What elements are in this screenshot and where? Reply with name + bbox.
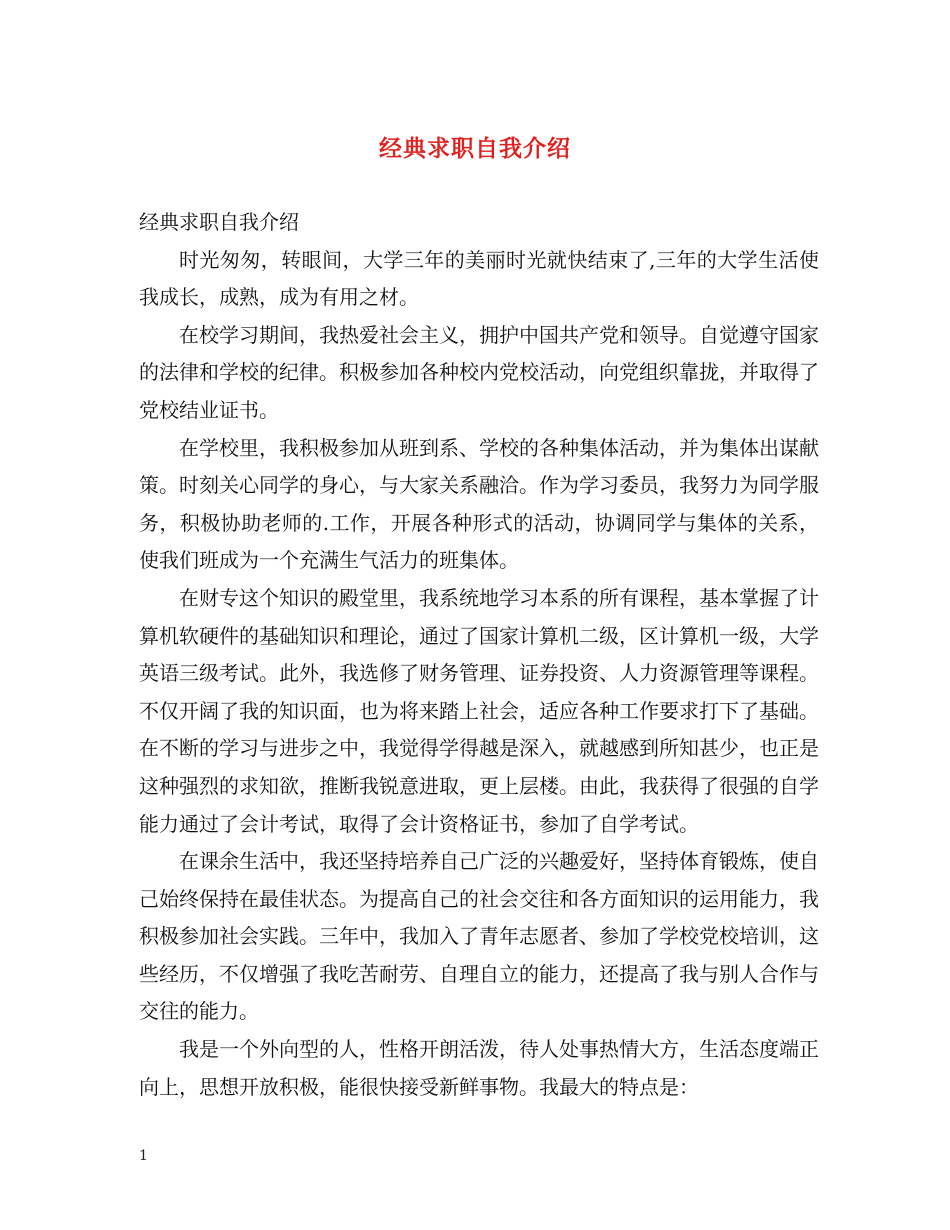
paragraph: 在财专这个知识的殿堂里，我系统地学习本系的所有课程，基本掌握了计算机软硬件的基础知识和理论，通过了国家计算机二级，区计算机一级，大学英语三级考试。此外，我选修了财务管理、证券投资、人力资源管理等课程。不仅开阔了我的知识面，也为将来踏上社会，适应各种工作要求打下了基础。在不断的学习与进步之中，我觉得学得越是深入，就越感到所知甚少，也正是这种强烈的求知欲，推断我锐意进取，更上层楼。由此，我获得了很强的自学能力通过了会计考试，取得了会计资格证书，参加了自学考试。 (139, 585, 819, 836)
paragraph: 在校学习期间，我热爱社会主义，拥护中国共产党和领导。自觉遵守国家的法律和学校的纪律。积极参加各种校内党校活动，向党组织靠拢，并取得了党校结业证书。 (139, 322, 819, 422)
document-body (139, 204, 819, 1106)
paragraph: 在课余生活中，我还坚持培养自己广泛的兴趣爱好，坚持体育锻炼，使自己始终保持在最佳状态。为提高自己的社会交往和各方面知识的运用能力，我积极参加社会实践。三年中，我加入了青年志愿者、参加了学校党校培训，这些经历，不仅增强了我吃苦耐劳、自理自立的能力，还提高了我与别人合作与交往的能力。 (139, 849, 819, 1024)
paragraph: 时光匆匆，转眼间，大学三年的美丽时光就快结束了,三年的大学生活使我成长，成熟，成为有用之材。 (139, 247, 819, 310)
page-number: 1 (139, 1148, 148, 1164)
document-title: 经典求职自我介绍 (379, 135, 571, 162)
paragraph: 在学校里，我积极参加从班到系、学校的各种集体活动，并为集体出谋献策。时刻关心同学的身心，与大家关系融洽。作为学习委员，我努力为同学服务，积极协助老师的.工作，开展各种形式的活动，协调同学与集体的关系，使我们班成为一个充满生气活力的班集体。 (139, 435, 819, 573)
body-heading: 经典求职自我介绍 (139, 210, 299, 234)
paragraph: 我是一个外向型的人，性格开朗活泼，待人处事热情大方，生活态度端正向上，思想开放积极，能很快接受新鲜事物。我最大的特点是： (139, 1037, 819, 1099)
